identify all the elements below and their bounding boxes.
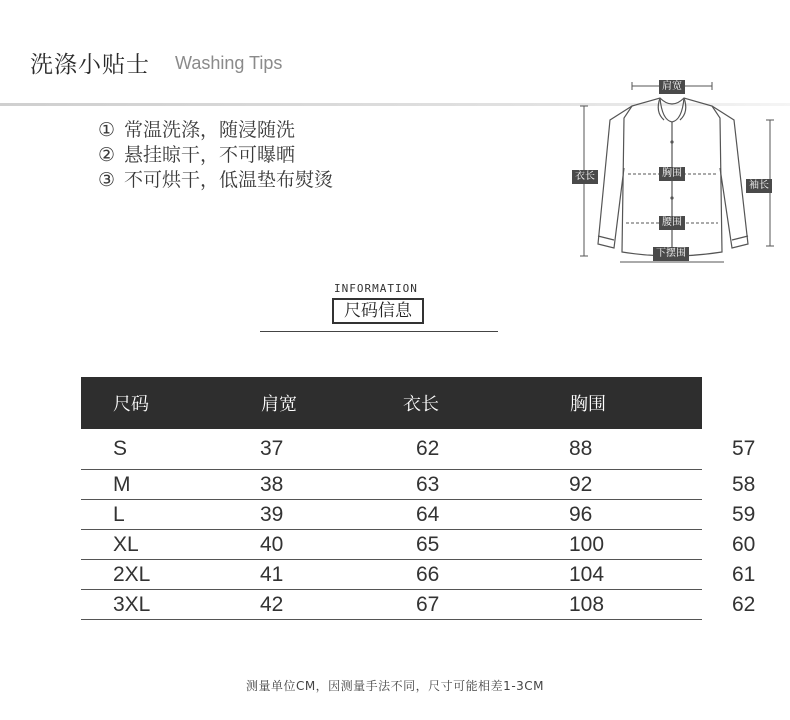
- tip-number: ①: [98, 119, 116, 141]
- hem-label: 下摆围: [653, 247, 689, 261]
- size-cell: 3XL: [81, 590, 223, 620]
- tip-text: 不可烘干，低温垫布熨烫: [124, 169, 334, 191]
- info-heading-cn: 尺码信息: [332, 298, 424, 324]
- size-cell: L: [81, 500, 223, 530]
- chest-cell: 100: [533, 530, 690, 560]
- table-row: [81, 500, 702, 530]
- tip-text: 悬挂晾干，不可曝晒: [124, 144, 296, 166]
- page-title: 洗涤小贴士: [30, 52, 150, 78]
- info-heading-en: INFORMATION: [334, 282, 418, 295]
- column-header-length: 衣长: [381, 377, 533, 429]
- shoulder-label: 肩宽: [659, 80, 685, 94]
- table-row: [81, 470, 702, 500]
- size-cell: M: [81, 470, 223, 500]
- sleeve-cell: 61: [690, 560, 702, 590]
- size-cell: S: [81, 429, 223, 470]
- length-cell: 66: [381, 560, 533, 590]
- tip-item: [98, 168, 333, 193]
- length-label: 衣长: [572, 170, 598, 184]
- size-table: [81, 377, 756, 620]
- tip-item: [98, 143, 333, 168]
- info-divider: [260, 331, 498, 332]
- sleeve-cell: 58: [690, 470, 702, 500]
- column-header-size: 尺码: [81, 377, 223, 429]
- size-cell: 2XL: [81, 560, 223, 590]
- table-row: [81, 530, 702, 560]
- table-row: [81, 560, 702, 590]
- shoulder-cell: 37: [223, 429, 381, 470]
- column-header-shoulder: 肩宽: [223, 377, 381, 429]
- tip-text: 常温洗涤，随浸随洗: [124, 119, 296, 141]
- shoulder-cell: 39: [223, 500, 381, 530]
- chest-cell: 96: [533, 500, 690, 530]
- size-cell: XL: [81, 530, 223, 560]
- length-cell: 67: [381, 590, 533, 620]
- table-row: [81, 429, 702, 470]
- table-row: [81, 590, 702, 620]
- measurement-note: 测量单位CM，因测量手法不同，尺寸可能相差1-3CM: [245, 679, 545, 693]
- chest-cell: 104: [533, 560, 690, 590]
- table-header-row: [81, 377, 702, 429]
- column-header-sleeve: 袖长: [690, 377, 702, 429]
- sleeve-label: 袖长: [746, 179, 772, 193]
- sleeve-cell: 62: [690, 590, 702, 620]
- shoulder-cell: 38: [223, 470, 381, 500]
- shirt-measurement-diagram: [570, 76, 780, 272]
- tip-item: [98, 118, 333, 143]
- shoulder-cell: 42: [223, 590, 381, 620]
- length-cell: 62: [381, 429, 533, 470]
- length-cell: 64: [381, 500, 533, 530]
- tip-number: ③: [98, 169, 116, 191]
- chest-cell: 92: [533, 470, 690, 500]
- chest-label: 胸围: [659, 167, 685, 181]
- sleeve-cell: 59: [690, 500, 702, 530]
- column-header-chest: 胸围: [533, 377, 690, 429]
- chest-cell: 88: [533, 429, 690, 470]
- sleeve-cell: 57: [690, 429, 702, 470]
- length-cell: 63: [381, 470, 533, 500]
- waist-label: 腰围: [659, 216, 685, 230]
- length-cell: 65: [381, 530, 533, 560]
- washing-tips-list: [98, 118, 333, 193]
- chest-cell: 108: [533, 590, 690, 620]
- sleeve-cell: 60: [690, 530, 702, 560]
- shoulder-cell: 40: [223, 530, 381, 560]
- shoulder-cell: 41: [223, 560, 381, 590]
- tip-number: ②: [98, 144, 116, 166]
- page-subtitle: Washing Tips: [175, 53, 283, 73]
